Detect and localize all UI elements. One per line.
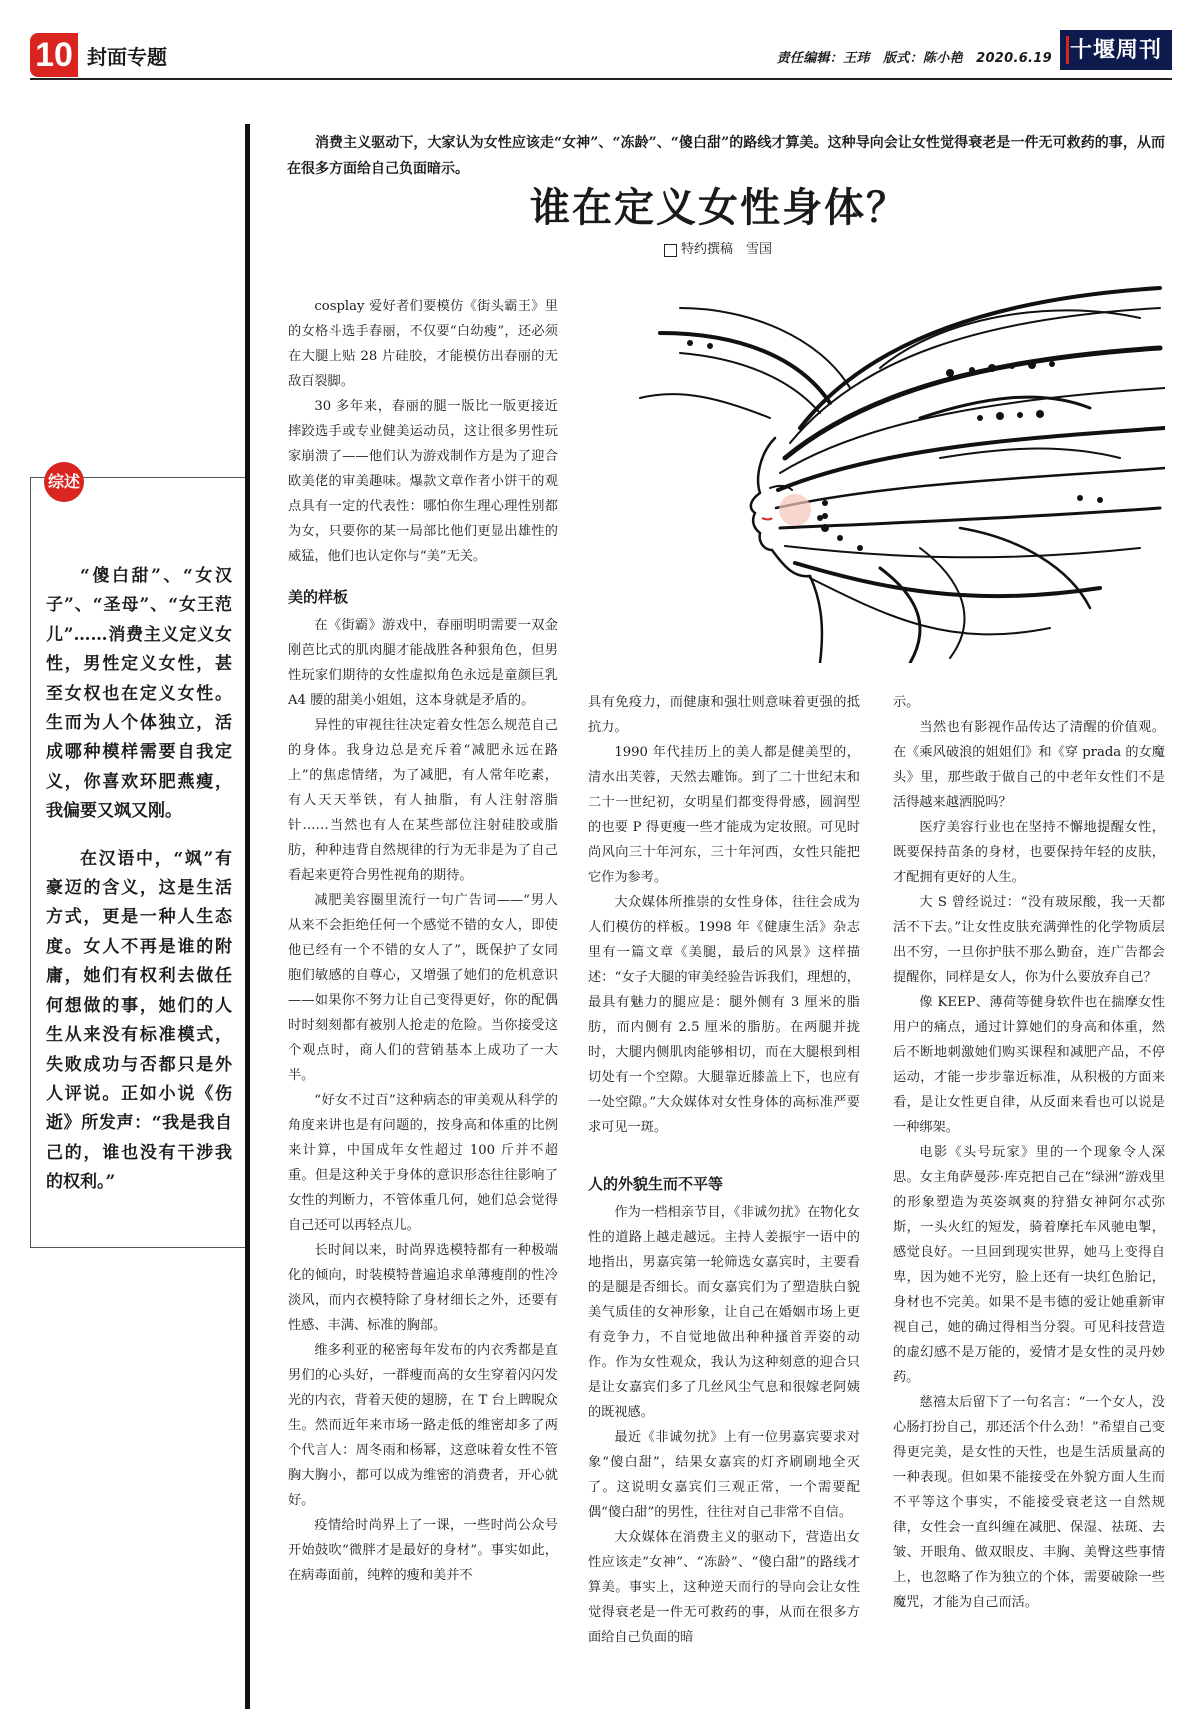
editor-credits: 责任编辑：王玮 版式：陈小艳 2020.6.19 <box>776 51 1052 66</box>
sidebar-border-left <box>30 477 31 1247</box>
lead-paragraph: 消费主义驱动下，大家认为女性应该走“女神”、“冻龄”、“傻白甜”的路线才算美。这种导向会让女性觉得衰老是一件无可救药的事，从而在很多方面给自己负面暗示。 <box>287 135 1165 177</box>
woman-flowing-hair-illustration <box>620 278 1165 663</box>
body-paragraph: 具有免疫力，而健康和强壮则意味着更强的抵抗力。 <box>588 695 860 735</box>
masthead-logo: 十堰周刊 <box>1060 30 1172 70</box>
page-number: 10 <box>30 33 78 77</box>
body-paragraph: 维多利亚的秘密每年发布的内衣秀都是直男们的心头好，一群瘦而高的女生穿着闪闪发光的内衣，背着天使的翅膀，在 T 台上睥睨众生。然而近年来市场一路走低的维密却多了两个代言人：周冬雨和杨幂，这意味着女性不管胸大胸小，都可以成为维密的消费者，开心就好。 <box>288 1343 558 1508</box>
article-column-1 <box>288 294 558 1588</box>
subheading: 人的外貌生而不平等 <box>588 1175 724 1193</box>
body-paragraph: 30 多年来，春丽的腿一版比一版更接近摔跤选手或专业健美运动员，这让很多男性玩家崩溃了——他们认为游戏制作方是为了迎合欧美佬的审美趣味。爆款文章作者小饼干的观点具有一定的代表性：哪怕你生理心理性别都为女，只要你的某一局部比他们更显出雄性的威猛，他们也认定你与“美”无关。 <box>288 399 558 564</box>
square-icon <box>664 244 677 257</box>
body-paragraph: 长时间以来，时尚界选模特都有一种极端化的倾向，时装模特普遍追求单薄瘦削的性冷淡风，而内衣模特除了身材细长之外，还要有性感、丰满、标准的胸部。 <box>288 1243 558 1333</box>
byline <box>664 241 772 259</box>
summary-badge: 综述 <box>44 462 84 502</box>
header-rule <box>30 78 1172 80</box>
body-paragraph: 最近《非诚勿扰》上有一位男嘉宾要求对象“傻白甜”，结果女嘉宾的灯齐刷刷地全灭了。这说明女嘉宾们三观正常，一个需要配偶“傻白甜”的男性，往往对自己非常不自信。 <box>588 1430 860 1520</box>
vertical-divider <box>245 124 250 1709</box>
summary-paragraph: “傻白甜”、“女汉子”、“圣母”、“女王范儿”……消费主义定义女性，男性定义女性，甚至女权也在定义女性。生而为人个体独立，活成哪种模样需要自我定义，你喜欢环肥燕瘦，我偏要又飒又刚。 <box>46 566 232 822</box>
body-paragraph: 慈禧太后留下了一句名言：“一个女人，没心肠打扮自己，那还活个什么劲！”希望自己变得更完美，是女性的天性，也是生活质量高的一种表现。但如果不能接受在外貌方面人生而不平等这个事实，不能接受衰老这一自然规律，女性会一直纠缠在减肥、保湿、祛斑、去皱、开眼角、做双眼皮、丰胸、美臀这些事情上，也忽略了作为独立的个体，需要破除一些魔咒，才能为自己而活。 <box>893 1395 1165 1610</box>
body-paragraph: 大众媒体在消费主义的驱动下，营造出女性应该走“女神”、“冻龄”、“傻白甜”的路线才算美。事实上，这种逆天而行的导向会让女性觉得衰老是一件无可救药的事，从而在很多方面给自己负面的暗 <box>588 1530 860 1645</box>
body-paragraph: 减肥美容圈里流行一句广告词——“男人从来不会拒绝任何一个感觉不错的女人，即使他已经有一个不错的女人了”，既保护了女同胞们敏感的自尊心，又增强了她们的危机意识——如果你不努力让自己变得更好，你的配偶时时刻刻都有被别人抢走的危险。当你接受这个观点时，商人们的营销基本上成功了一大半。 <box>288 893 558 1083</box>
article-title: 谁在定义女性身体？ <box>530 184 908 231</box>
body-paragraph: 作为一档相亲节目，《非诚勿扰》在物化女性的道路上越走越远。主持人姜振宇一语中的地指出，男嘉宾第一轮筛选女嘉宾时，主要看的是腿是否细长。而女嘉宾们为了塑造肤白貌美气质佳的女神形象，让自己在婚姻市场上更有竞争力，不自觉地做出种种搔首弄姿的动作。作为女性观众，我认为这种刻意的迎合只是让女嘉宾们多了几丝风尘气息和很嫁老阿姨的既视感。 <box>588 1205 860 1420</box>
body-paragraph: 电影《头号玩家》里的一个现象令人深思。女主角萨曼莎·库克把自己在“绿洲”游戏里的形象塑造为英姿飒爽的狩猎女神阿尔忒弥斯，一头火红的短发，骑着摩托车风驰电掣，感觉良好。一旦回到现实世界，她马上变得自卑，因为她不光穷，脸上还有一块红色胎记，身材也不完美。如果不是韦德的爱让她重新审视自己，她的确过得相当分裂。可见科技营造的虚幻感不是万能的，爱情才是女性的灵丹妙药。 <box>893 1145 1165 1385</box>
article-column-3 <box>893 690 1165 1615</box>
article-column-2 <box>588 690 860 1650</box>
sidebar-border-bottom <box>30 1247 245 1248</box>
summary-box <box>46 562 232 1216</box>
byline-text: 特约撰稿 雪国 <box>681 242 773 257</box>
body-paragraph: 像 KEEP、薄荷等健身软件也在揣摩女性用户的痛点，通过计算她们的身高和体重，然后不断地刺激她们购买课程和减肥产品，不停运动，才能一步步靠近标准，从积极的方面来看，是让女性更自律，从反面来看也可以说是一种绑架。 <box>893 995 1165 1135</box>
body-paragraph: 疫情给时尚界上了一课，一些时尚公众号开始鼓吹“微胖才是最好的身材”。事实如此，在病毒面前，纯粹的瘦和美并不 <box>288 1518 558 1583</box>
body-paragraph: 异性的审视往往决定着女性怎么规范自己的身体。我身边总是充斥着“减肥永远在路上”的焦虑情绪，为了减肥，有人常年吃素，有人天天举铁，有人抽脂，有人注射溶脂针……当然也有人在某些部位注射硅胶或脂肪，种种违背自然规律的行为无非是为了自己看起来更符合男性视角的期待。 <box>288 718 558 883</box>
body-paragraph: “好女不过百”这种病态的审美观从科学的角度来讲也是有问题的，按身高和体重的比例来计算，中国成年女性超过 100 斤并不超重。但是这种关于身体的意识形态往往影响了女性的判断力，不管体重几何，她们总会觉得自己还可以再轻点儿。 <box>288 1093 558 1233</box>
subheading: 美的样板 <box>288 588 349 606</box>
body-paragraph: 在《街霸》游戏中，春丽明明需要一双金刚芭比式的肌肉腿才能战胜各种狠角色，但男性玩家们期待的女性虚拟角色永远是童颜巨乳 A4 腰的甜美小姐姐，这本身就是矛盾的。 <box>288 618 558 708</box>
summary-paragraph: 在汉语中，“飒”有豪迈的含义，这是生活方式，更是一种人生态度。女人不再是谁的附庸，她们有权利去做任何想做的事，她们的人生从来没有标准模式，失败成功与否都只是外人评说。正如小说《伤逝》所发声：“我是我自己的，谁也没有干涉我的权利。” <box>46 848 232 1193</box>
body-paragraph: 医疗美容行业也在坚持不懈地提醒女性，既要保持苗条的身材，也要保持年轻的皮肤，才配拥有更好的人生。 <box>893 820 1165 885</box>
body-paragraph: 大众媒体所推崇的女性身体，往往会成为人们模仿的样板。1998 年《健康生活》杂志里有一篇文章《美腿，最后的风景》这样描述：“女子大腿的审美经验告诉我们，理想的，最具有魅力的腿应是：腿外侧有 3 厘米的脂肪，而内侧有 2.5 厘米的脂肪。在两腿并拢时，大腿内侧肌肉能够相切，而在大腿根到相切处有一个空隙。大腿靠近膝盖上下，也应有一处空隙。”大众媒体对女性身体的高标准严要求可见一斑。 <box>588 895 860 1135</box>
section-title: 封面专题 <box>87 45 167 69</box>
body-paragraph: cosplay 爱好者们要模仿《街头霸王》里的女格斗选手春丽，不仅要“白幼瘦”，还必须在大腿上贴 28 片硅胶，才能模仿出春丽的无敌百裂脚。 <box>288 299 558 389</box>
body-paragraph: 示。 <box>893 695 920 710</box>
body-paragraph: 1990 年代挂历上的美人都是健美型的，清水出芙蓉，天然去雕饰。到了二十世纪末和二十一世纪初，女明星们都变得骨感，圆润型的也要 P 得更瘦一些才能成为定妆照。可见时尚风向三十年河东，三十年河西，女性只能把它作为参考。 <box>588 745 860 885</box>
body-paragraph: 当然也有影视作品传达了清醒的价值观。在《乘风破浪的姐姐们》和《穿 prada 的女魔头》里，那些敢于做自己的中老年女性们不是活得越来越洒脱吗？ <box>893 720 1165 810</box>
body-paragraph: 大 S 曾经说过：“没有玻尿酸，我一天都活不下去。”让女性皮肤充满弹性的化学物质层出不穷，一旦你护肤不那么勤奋，连广告都会提醒你，同样是女人，你为什么要放弃自己？ <box>893 895 1165 985</box>
